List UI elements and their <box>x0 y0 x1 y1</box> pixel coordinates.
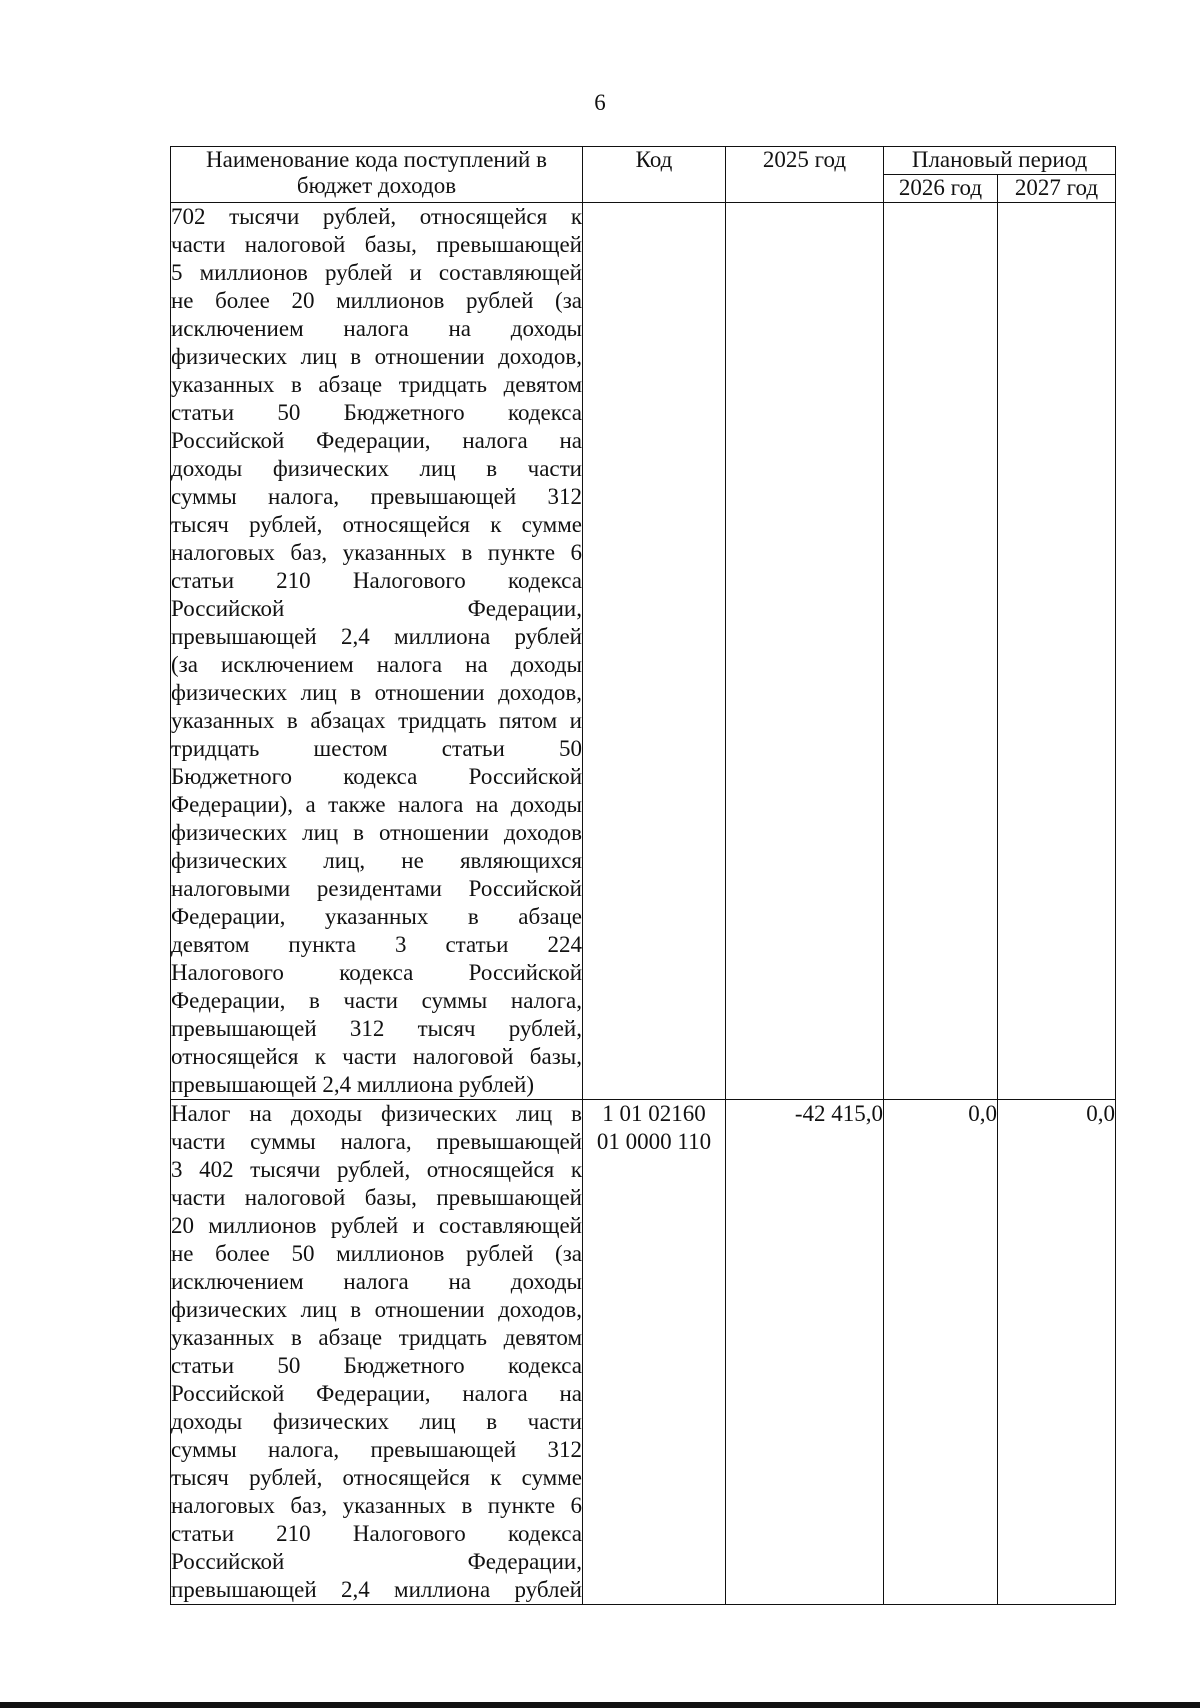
revenue-name-line: тысяч рублей, относящейся к сумме <box>171 512 582 537</box>
revenue-name-line: 3 402 тысячи рублей, относящейся к <box>171 1157 582 1182</box>
amount-y2025-cell: -42 415,0 <box>726 1100 884 1605</box>
revenue-name-line: (за исключением налога на доходы <box>171 652 582 677</box>
revenue-name-line: налоговых баз, указанных в пункте 6 <box>171 1493 582 1518</box>
revenue-name-line: указанных в абзаце тридцать девятом <box>171 1325 582 1350</box>
revenue-name-line: физических лиц в отношении доходов, <box>171 344 582 369</box>
page-bottom-edge <box>0 1702 1200 1708</box>
table-row <box>171 1100 1116 1605</box>
revenue-name-line: тысяч рублей, относящейся к сумме <box>171 1465 582 1490</box>
revenue-name-line: превышающей 2,4 миллиона рублей <box>171 1577 582 1602</box>
header-year-2026: 2026 год <box>884 175 998 203</box>
header-code: Код <box>583 147 726 203</box>
revenue-name-line: физических лиц в отношении доходов <box>171 820 582 845</box>
revenue-name-line: Российской Федерации, налога на <box>171 1381 582 1406</box>
amount-y2026-cell <box>884 203 998 1100</box>
revenue-name-line: части суммы налога, превышающей <box>171 1129 582 1154</box>
revenue-name-line: статьи 210 Налогового кодекса <box>171 568 582 593</box>
revenue-table <box>170 146 1116 1605</box>
amount-y2025-cell <box>726 203 884 1100</box>
revenue-name-line: не более 50 миллионов рублей (за <box>171 1241 582 1266</box>
revenue-name-line: статьи 50 Бюджетного кодекса <box>171 400 582 425</box>
header-year-2025: 2025 год <box>726 147 884 203</box>
header-year-2027: 2027 год <box>998 175 1116 203</box>
revenue-name-line: налоговых баз, указанных в пункте 6 <box>171 540 582 565</box>
revenue-code-line: 1 01 02160 <box>602 1101 706 1126</box>
revenue-name-line: указанных в абзаце тридцать девятом <box>171 372 582 397</box>
amount-y2027-cell: 0,0 <box>998 1100 1116 1605</box>
revenue-name-line: налоговыми резидентами Российской <box>171 876 582 901</box>
revenue-code-cell <box>583 203 726 1100</box>
revenue-name-line: 5 миллионов рублей и составляющей <box>171 260 582 285</box>
revenue-name-line: статьи 210 Налогового кодекса <box>171 1521 582 1546</box>
table-row <box>171 203 1116 1100</box>
page-number: 6 <box>594 90 606 115</box>
revenue-name-line: Налогового кодекса Российской <box>171 960 582 985</box>
revenue-name-line: Российской Федерации, налога на <box>171 428 582 453</box>
revenue-name-line: девятом пункта 3 статьи 224 <box>171 932 582 957</box>
revenue-name-line: доходы физических лиц в части <box>171 1409 582 1434</box>
revenue-name-line: 702 тысячи рублей, относящейся к <box>171 204 582 229</box>
revenue-name-line: физических лиц в отношении доходов, <box>171 1297 582 1322</box>
revenue-name-line: Российской Федерации, <box>171 596 582 621</box>
revenue-name-line: Налог на доходы физических лиц в <box>171 1101 582 1126</box>
revenue-name-line: Российской Федерации, <box>171 1549 582 1574</box>
revenue-name-line: суммы налога, превышающей 312 <box>171 484 582 509</box>
amount-y2026-cell: 0,0 <box>884 1100 998 1605</box>
revenue-name-line: не более 20 миллионов рублей (за <box>171 288 582 313</box>
revenue-name-line: Федерации, указанных в абзаце <box>171 904 582 929</box>
revenue-name-line: превышающей 2,4 миллиона рублей) <box>171 1072 534 1097</box>
revenue-name-line: 20 миллионов рублей и составляющей <box>171 1213 582 1238</box>
revenue-name-line: физических лиц в отношении доходов, <box>171 680 582 705</box>
revenue-name-line: части налоговой базы, превышающей <box>171 232 582 257</box>
revenue-name-cell <box>171 203 583 1100</box>
revenue-name-line: превышающей 2,4 миллиона рублей <box>171 624 582 649</box>
revenue-name-line: указанных в абзацах тридцать пятом и <box>171 708 582 733</box>
header-plan-period: Плановый период <box>884 147 1116 175</box>
revenue-name-line: относящейся к части налоговой базы, <box>171 1044 582 1069</box>
revenue-name-line: доходы физических лиц в части <box>171 456 582 481</box>
revenue-name-line: статьи 50 Бюджетного кодекса <box>171 1353 582 1378</box>
revenue-name-line: суммы налога, превышающей 312 <box>171 1437 582 1462</box>
revenue-name-line: Федерации, в части суммы налога, <box>171 988 582 1013</box>
header-name: Наименование кода поступлений в бюджет доходов <box>171 147 583 203</box>
amount-y2027-cell <box>998 203 1116 1100</box>
revenue-name-line: превышающей 312 тысяч рублей, <box>171 1016 582 1041</box>
revenue-name-line: тридцать шестом статьи 50 <box>171 736 582 761</box>
revenue-name-line: Бюджетного кодекса Российской <box>171 764 582 789</box>
revenue-code-cell <box>583 1100 726 1605</box>
revenue-name-cell <box>171 1100 583 1605</box>
revenue-name-line: исключением налога на доходы <box>171 1269 582 1294</box>
revenue-name-line: исключением налога на доходы <box>171 316 582 341</box>
revenue-code-line: 01 0000 110 <box>596 1129 712 1154</box>
revenue-name-line: Федерации), а также налога на доходы <box>171 792 582 817</box>
revenue-name-line: части налоговой базы, превышающей <box>171 1185 582 1210</box>
revenue-name-line: физических лиц, не являющихся <box>171 848 582 873</box>
